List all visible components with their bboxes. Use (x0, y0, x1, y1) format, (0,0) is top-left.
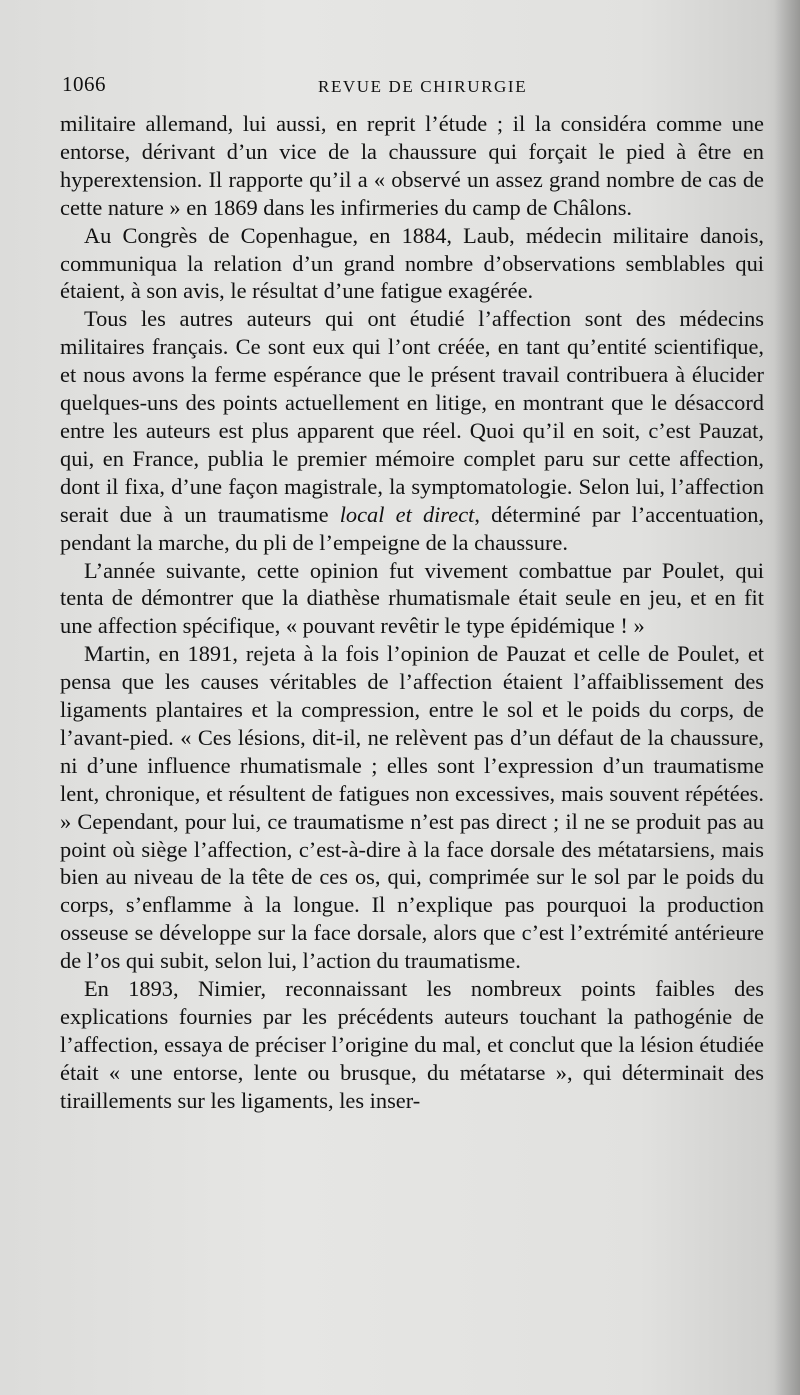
paragraph: En 1893, Nimier, reconnaissant les nombreux points faibles des explications fournies par les précédents auteurs touchant la pathogénie de l’affection, essaya de préciser l’origine du mal, et conclut que la lésion étudiée était « une entorse, lente ou brusque, du métatarse », qui déterminait des tiraillements sur les ligaments, les inser- (60, 976, 764, 1113)
paragraph: militaire allemand, lui aussi, en reprit l’étude ; il la considéra comme une entorse, dérivant d’un vice de la chaussure qui forçait le pied à être en hyperextension. Il rapporte qu’il a « observé un assez grand nombre de cas de cette nature » en 1869 dans les infirmeries du camp de Châlons. (60, 111, 764, 220)
paragraph-text: , déterminé par l’accentuation, pendant la marche, du pli de l’empeigne de la chaussure. (60, 501, 764, 555)
page-edge-shadow (774, 0, 800, 1395)
paragraph: Au Congrès de Copenhague, en 1884, Laub, médecin militaire danois, communiqua la relation d’un grand nombre d’observations semblables qui étaient, à son avis, le résultat d’une fatigue exagérée. (60, 222, 764, 304)
paragraph: L’année suivante, cette opinion fut vivement combattue par Poulet, qui tenta de démontrer que la diathèse rhumatismale était seule en jeu, et en fit une affection spécifique, « pouvant revêtir le type épidémique ! » (60, 557, 764, 639)
body-text (60, 110, 764, 1115)
italic-phrase: local et direct (339, 501, 475, 527)
page-number: 1066 (62, 72, 106, 96)
running-title: REVUE DE CHIRURGIE (318, 77, 528, 96)
paragraph-text: Tous les autres auteurs qui ont étudié l’affection sont des médecins militaires français. Ce sont eux qui l’ont créée, en tant qu’entité scientifique, et nous avons la ferme espérance que le présent travail contribuera à élucider quelques-uns des points actuellement en litige, en montrant que le désaccord entre les auteurs est plus apparent que réel. Quoi qu’il en soit, c’est Pauzat, qui, en France, publia le premier mémoire complet paru sur cette affection, dont il fixa, d’une façon magistrale, la symptomatologie. Selon lui, l’affection serait due à un traumatisme (60, 306, 764, 527)
paragraph (60, 305, 764, 556)
paragraph: Martin, en 1891, rejeta à la fois l’opinion de Pauzat et celle de Poulet, et pensa que les causes véritables de l’affection étaient l’affaiblissement des ligaments plantaires et la compression, entre le sol et le poids du corps, de l’avant-pied. « Ces lésions, dit-il, ne relèvent pas d’un défaut de la chaussure, ni d’une influence rhumatismale ; elles sont l’expression d’un traumatisme lent, chronique, et résultent de fatigues non excessives, mais souvent répétées. » Cependant, pour lui, ce traumatisme n’est pas direct ; il ne se produit pas au point où siège l’affection, c’est-à-dire à la face dorsale des métatarsiens, mais bien au niveau de la tête de ces os, qui, comprimée sur le sol par le poids du corps, s’enflamme à la longue. Il n’explique pas pourquoi la production osseuse se développe sur la face dorsale, alors que c’est l’extrémité antérieure de l’os qui subit, selon lui, l’action du traumatisme. (60, 641, 764, 974)
